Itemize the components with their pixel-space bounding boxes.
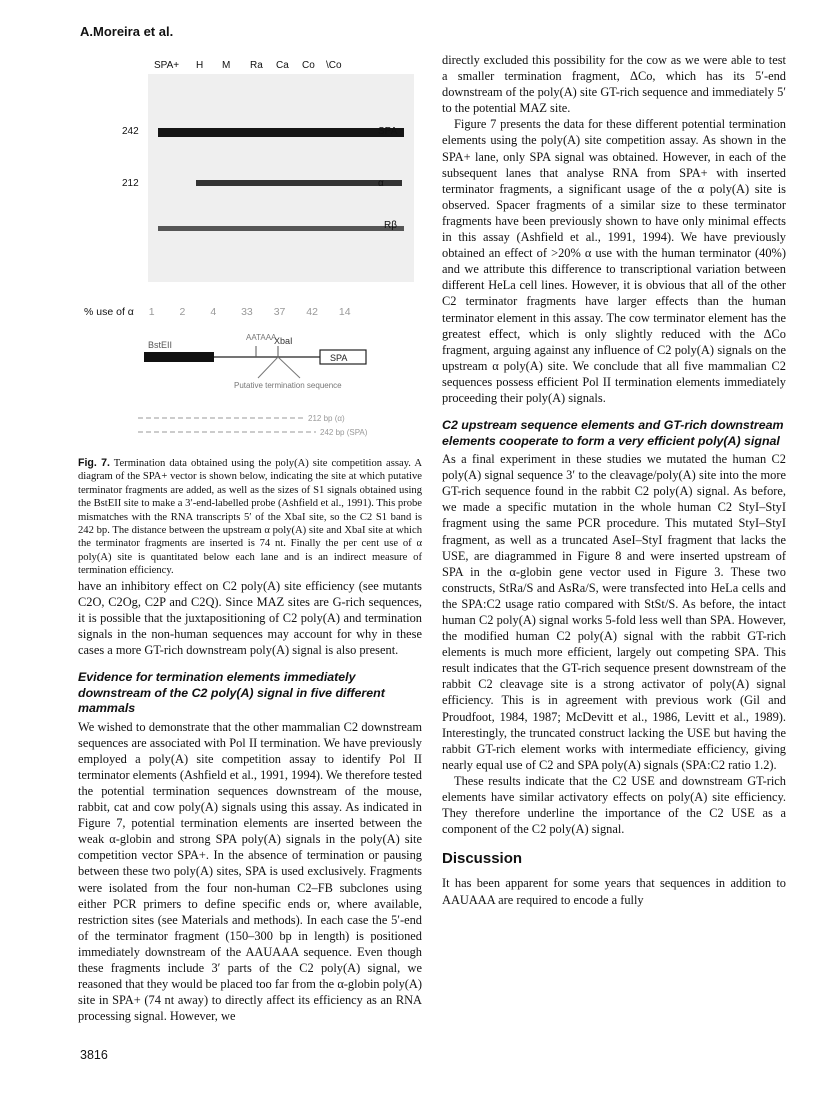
lane-label: SPA+: [154, 60, 180, 71]
right-column: [442, 52, 786, 908]
band-label-r-beta: Rβ: [384, 220, 397, 231]
use-value: 2: [179, 306, 186, 318]
spa-band: [158, 128, 404, 137]
probe-label: 242 bp (SPA): [320, 428, 368, 437]
band-label-alpha: α: [378, 178, 384, 189]
percent-use-row: [84, 304, 351, 320]
band-label-spa: SPA: [378, 126, 398, 137]
lane-label: H: [196, 60, 204, 71]
paragraph: It has been apparent for some years that sequences in addition to AAUAAA are required to encode a fully: [442, 876, 786, 907]
paragraph: directly excluded this possibility for the cow as we were able to test a smaller termination fragment, ΔCo, which has its 5′-end downstream of the poly(A) site GT-rich sequence and immediately 5′ to the potential MAZ site.: [442, 53, 786, 116]
lane-label: Ca: [276, 60, 289, 71]
left-column: [78, 52, 422, 1024]
use-value: 42: [306, 306, 318, 318]
diagram-label: XbaI: [274, 336, 293, 346]
use-value: 1: [148, 306, 155, 318]
marker-242: 242: [122, 126, 139, 137]
diagram-label: AATAAA: [246, 333, 277, 342]
diagram-label: Putative termination sequence: [234, 381, 342, 390]
running-title: A.Moreira et al.: [80, 24, 174, 39]
vector-diagram: [78, 332, 422, 457]
probe-label: 212 bp (α): [308, 414, 345, 423]
page-number: 3816: [80, 1048, 108, 1062]
discussion-heading: Discussion: [442, 850, 523, 868]
use-value: 33: [241, 306, 253, 318]
paragraph: have an inhibitory effect on C2 poly(A) site efficiency (see mutants C2O, C2Og, C2P and C2Q). Since MAZ sites are G-rich sequences, it is possible that the juxtapositioning of C2 poly(A) and termination signals in the non-human sequences may account for why in these cases a more GT-rich downstream poly(A) signal is also present.: [78, 578, 422, 658]
gel-image: [148, 74, 414, 282]
figure-caption: Fig. 7. Termination data obtained using the poly(A) site competition assay. A diagram of the SPA+ vector is shown below, indicating the site at which putative terminator fragments are added, as well as the sizes of S1 signals obtained using the BstEII site to make a 3′-end-labelled probe (Ashfield et al., 1991). This probe mismatches with the RNA transcripts 5′ of the XbaI site, so the C2 S1 band is 242 bp. The distance between the upstream α poly(A) site and XbaI site at which the terminator fragments are inserted is 74 nt. Finally the per cent use of α poly(A) site is quantitated below each lane and is an indirect measure of termination efficiency.: [78, 457, 422, 577]
lane-label: Co: [302, 60, 315, 71]
diagram-label: BstEII: [148, 340, 173, 350]
section-heading: C2 upstream sequence elements and GT-rich downstream elements cooperate to form a very efficient poly(A) signal: [442, 418, 784, 448]
use-value: 37: [273, 306, 286, 318]
lane-label: \Co: [326, 60, 342, 71]
paragraph: Figure 7 presents the data for these different potential termination elements using the poly(A) site competition assay. As shown in the SPA+ lane, only SPA signal was obtained. However, in each of the subsequent lanes that analyse RNA from SPA+ with inserted terminator fragments, a significant usage of the α poly(A) site is observed. Spacer fragments of a similar size to these terminator fragments have been previously shown to have only minimal effects in this assay (Ashfield et al., 1991, 1994). We have previously obtained an effect of >20% α use with the human terminator (40%) and we attribute this difference to transcriptional variation between different HeLa cell lines. However, it is obvious that all of the other C2 terminator fragments have larger effects than the human terminator element in this assay. The cow terminator element has the greatest effect, which is only slightly reduced with the ΔCo fragment, arguing against any influence of C2 poly(A) signals on the upstream α poly(A) site. We conclude that all five mammalian C2 sequences possess efficient Pol II termination elements immediately proceeding their poly(A) signals.: [442, 117, 786, 405]
use-value: 14: [338, 306, 351, 318]
paragraph: As a final experiment in these studies we mutated the human C2 poly(A) signal sequence 3′ to the cleavage/poly(A) site into the more GT-rich sequence found in the rabbit C2 poly(A) signal. As before, we made a specific mutation in the whole human C2 StyI–StyI fragment using the same PCR procedure. This mutated StyI–StyI fragment, as well as a truncated AseI–StyI fragment that lacks the USE, are diagrammed in Figure 8 and were inserted upstream of SPA in the α-globin gene vector used in Figure 3. These two constructs, StRa/S and AsRa/S, were transfected into HeLa cells and the SPA:C2 usage ratio compared with StSt/S. As before, the intact human C2 poly(A) signal works 5-fold less well than SPA. However, the modified human C2 poly(A) signal with the rabbit GT-rich elements is much more efficient, largely out competing SPA. This result indicates that the GT-rich sequence present downstream of the rabbit C2 cleavage site is a strong activator of poly(A) signal efficiency. This is in agreement with previous work (Gil and Proudfoot, 1984, 1987; McDevitt et al., 1986, Levitt et al., 1989). Interestingly, the truncated construct lacking the USE but having the rabbit GT-rich element works with intermediate efficiency, giving nearly equal use of C2 and SPA poly(A) signals (SPA:C2 ratio 1.2).: [442, 452, 786, 772]
paragraph: We wished to demonstrate that the other mammalian C2 downstream sequences are associated with Pol II termination. We have previously employed a poly(A) site competition assay to identify Pol II terminator elements (Ashfield et al., 1991, 1994). We therefore tested the potential termination sequences downstream of the mouse, rabbit, cat and cow poly(A) signals using this assay. As indicated in Figure 7, potential termination elements are inserted between the weak α-globin and strong SPA poly(A) signals in the poly(A) site competition vector SPA+. In the absence of termination or pausing between these two poly(A) sites, SPA is used exclusively. Fragments were isolated from the four non-human C2–FB subclones using either PCR primers to define specific ends or, where available, restriction sites (see Materials and methods). In each case the 5′-end of the terminator fragment (150–300 bp in length) is positioned immediately downstream of the AAUAAA sequence. Even though these fragments include 3′ parts of the C2 poly(A) signal, we reasoned that they would be placed too far from the α-globin poly(A) site in SPA+ (74 nt away) to directly affect its efficiency as an RNA processing signal. However, we: [78, 719, 422, 1024]
r-beta-band: [158, 226, 404, 231]
figure-7: [78, 52, 422, 457]
marker-212: 212: [122, 178, 139, 189]
section-heading: Evidence for termination elements immediately downstream of the C2 poly(A) signal in five different mammals: [78, 670, 385, 716]
use-value: 4: [210, 306, 217, 318]
use-label: % use of α: [84, 306, 134, 318]
diagram-label: SPA: [330, 353, 348, 363]
paragraph: These results indicate that the C2 USE and downstream GT-rich elements have similar activatory effects on poly(A) site efficiency. They therefore underline the importance of the C2 USE as a component of the C2 poly(A) signal.: [442, 773, 786, 837]
lane-label: Ra: [250, 60, 263, 71]
lane-label: M: [222, 60, 231, 71]
alpha-band: [196, 180, 402, 186]
